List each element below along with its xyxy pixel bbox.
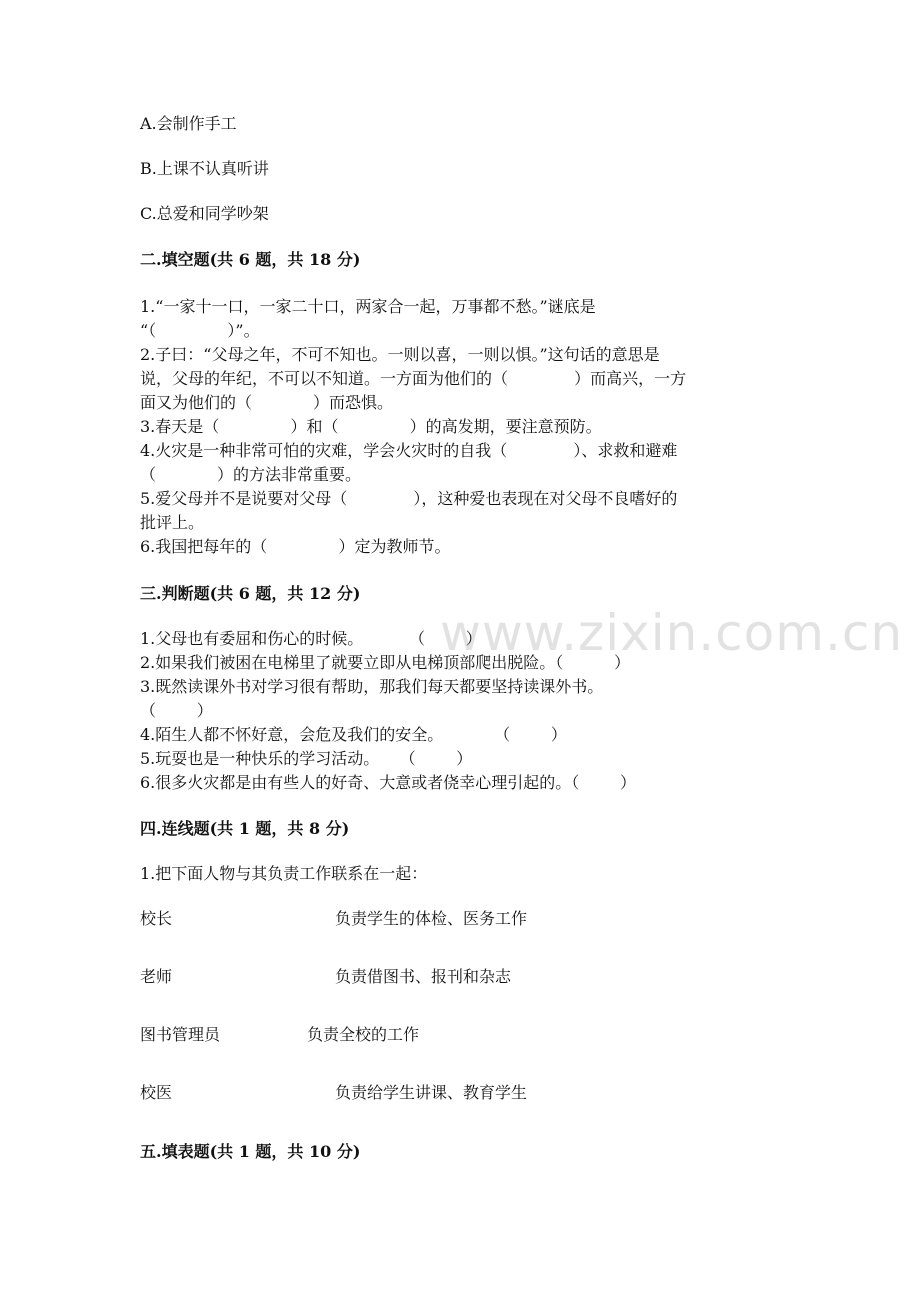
match-right: 负责借图书、报刊和杂志 [335, 967, 512, 986]
judge-line: （ ） [140, 701, 213, 720]
judge-line: 1.父母也有委屈和伤心的时候。 （ ） [140, 629, 482, 648]
judge-line: 3.既然读课外书对学习很有帮助，那我们每天都要坚持读课外书。 [140, 677, 604, 696]
fill-line: 1.“一家十一口，一家二十口，两家合一起，万事都不愁。”谜底是 [140, 297, 596, 316]
option-a: A.会制作手工 [140, 114, 237, 133]
judge-line: 5.玩耍也是一种快乐的学习活动。 （ ） [140, 749, 473, 768]
section-5-title: 五.填表题(共 1 题，共 10 分) [140, 1142, 361, 1161]
fill-line: “（ ）”。 [140, 321, 260, 340]
fill-line: 5.爱父母并不是说要对父母（ ），这种爱也表现在对父母不良嗜好的 [140, 489, 678, 508]
fill-line: （ ）的方法非常重要。 [140, 465, 362, 484]
match-left: 校长 [140, 909, 173, 928]
fill-line: 6.我国把每年的（ ）定为教师节。 [140, 537, 451, 556]
fill-line: 批评上。 [140, 513, 205, 532]
option-b: B.上课不认真听讲 [140, 159, 269, 178]
judge-line: 6.很多火灾都是由有些人的好奇、大意或者侥幸心理引起的。（ ） [140, 773, 636, 792]
fill-line: 4.火灾是一种非常可怕的灾难，学会火灾时的自我（ ）、求救和避难 [140, 441, 678, 460]
match-left: 校医 [140, 1083, 173, 1102]
watermark: www.zixin.com.cn [440, 604, 904, 662]
match-right: 负责全校的工作 [307, 1025, 420, 1044]
match-left: 老师 [140, 967, 173, 986]
fill-line: 说，父母的年纪，不可以不知道。一方面为他们的（ ）而高兴，一方 [140, 369, 687, 388]
option-c: C.总爱和同学吵架 [140, 204, 269, 223]
section-4-title: 四.连线题(共 1 题，共 8 分) [140, 819, 350, 838]
judge-line: 2.如果我们被困在电梯里了就要立即从电梯顶部爬出脱险。（ ） [140, 653, 631, 672]
section-2-title: 二.填空题(共 6 题，共 18 分) [140, 250, 361, 269]
match-right: 负责学生的体检、医务工作 [335, 909, 528, 928]
match-left: 图书管理员 [140, 1025, 221, 1044]
fill-line: 3.春天是（ ）和（ ）的高发期，要注意预防。 [140, 417, 602, 436]
fill-line: 面又为他们的（ ）而恐惧。 [140, 393, 394, 412]
judge-line: 4.陌生人都不怀好意，会危及我们的安全。 （ ） [140, 725, 567, 744]
match-question: 1.把下面人物与其负责工作联系在一起： [140, 864, 428, 883]
section-3-title: 三.判断题(共 6 题，共 12 分) [140, 584, 361, 603]
match-right: 负责给学生讲课、教育学生 [335, 1083, 528, 1102]
fill-line: 2.子曰：“父母之年，不可不知也。一则以喜，一则以惧。”这句话的意思是 [140, 345, 660, 364]
